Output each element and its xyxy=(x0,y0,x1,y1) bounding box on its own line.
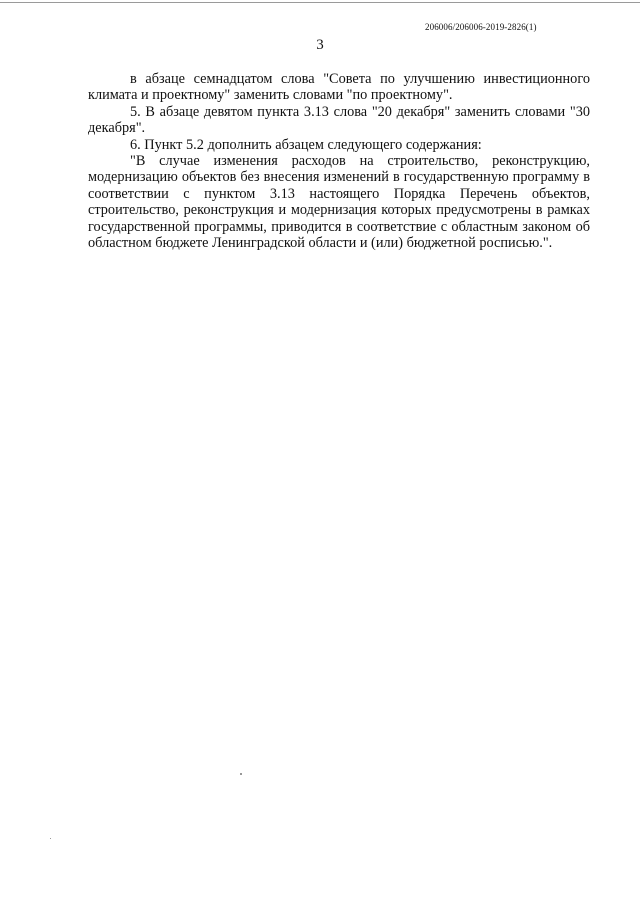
scan-speck xyxy=(50,838,51,839)
page-number: 3 xyxy=(316,37,324,53)
paragraph-clause-5: 5. В абзаце девятом пункта 3.13 слова "20 декабря" заменить словами "30 декабря". xyxy=(88,103,590,137)
document-id: 206006/206006-2019-2826(1) xyxy=(425,22,537,32)
paragraph-clause-4-continuation: в абзаце семнадцатом слова "Совета по улучшению инвестиционного климата и проектному" заменить словами "по проектному". xyxy=(88,71,590,104)
scan-speck xyxy=(240,773,242,775)
scan-top-edge xyxy=(0,2,640,3)
document-body xyxy=(88,71,590,251)
paragraph-inserted-text: "В случае изменения расходов на строительство, реконструкцию, модернизацию объектов без внесения изменений в государственную программу в соответствии с пунктом 3.13 настоящего Порядка Перечень объектов, строительство, реконструкция и модернизация которых предусмотрены в рамках государственной программы, приводится в соответствие с областным законом об областном бюджете Ленинградской области и (или) бюджетной росписью.". xyxy=(88,153,590,252)
paragraph-clause-6: 6. Пункт 5.2 дополнить абзацем следующего содержания: xyxy=(130,136,482,153)
